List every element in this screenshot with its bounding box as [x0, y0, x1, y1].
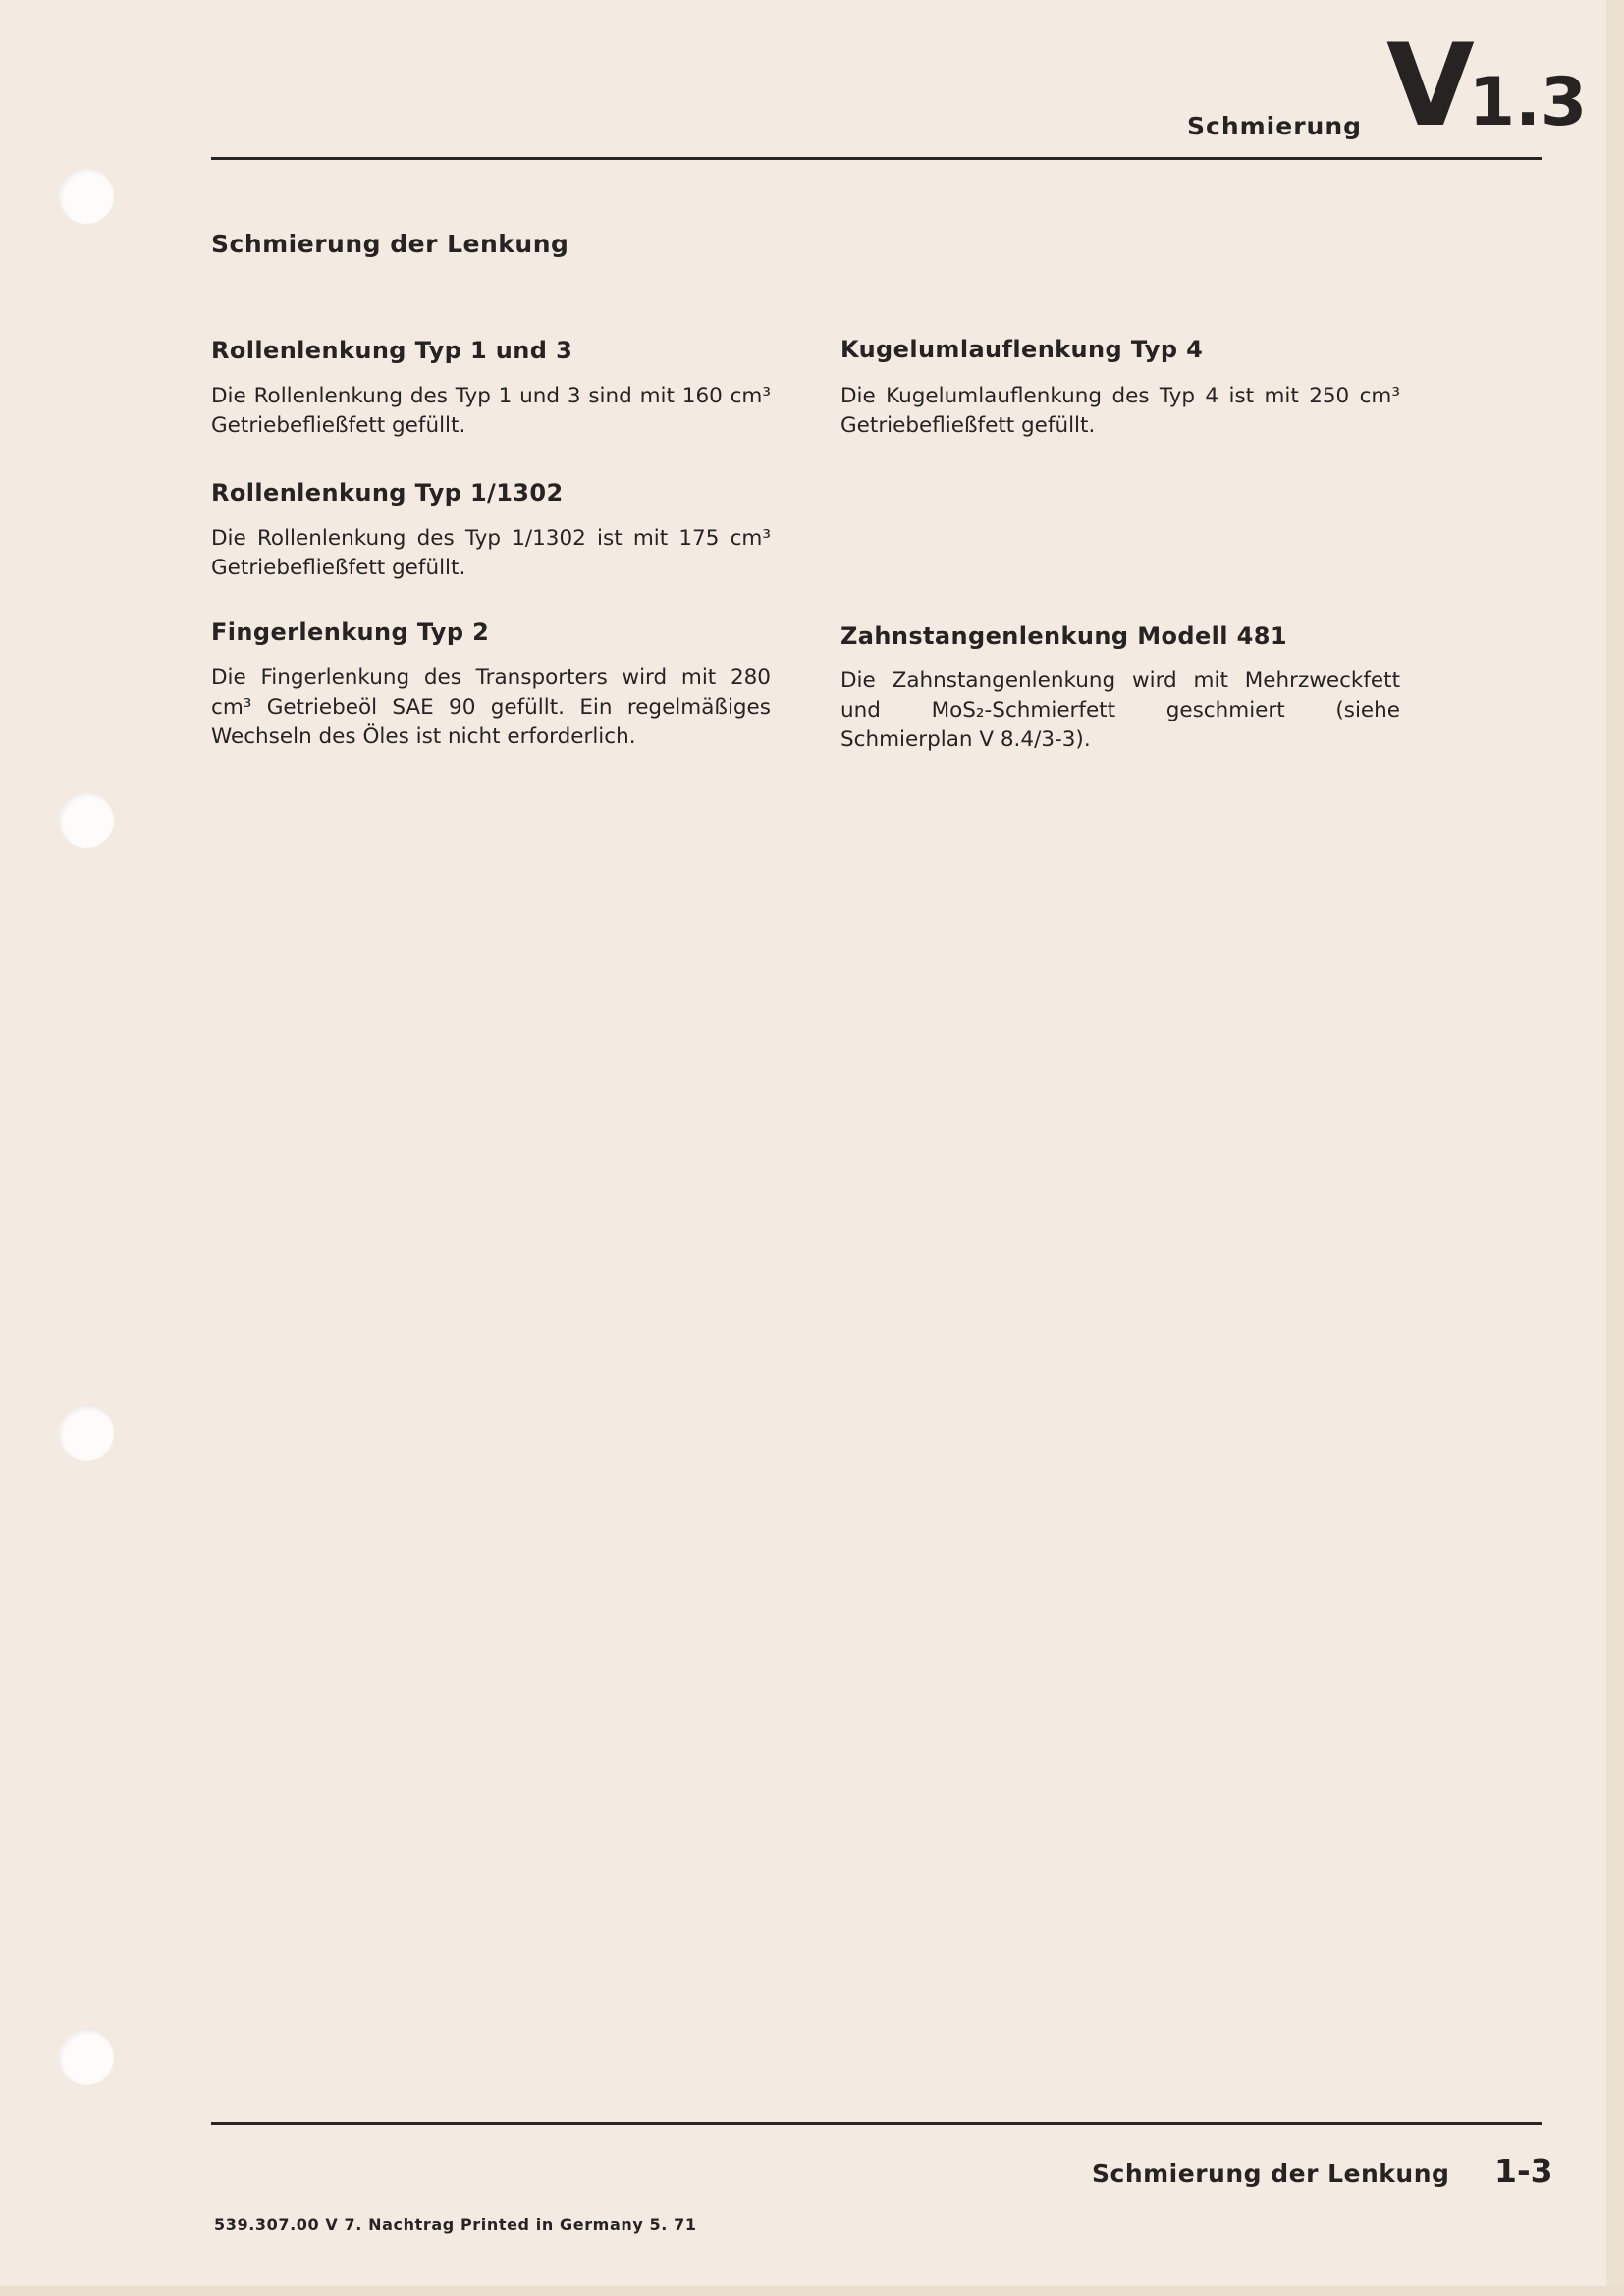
section-mark-letter: V: [1386, 20, 1471, 152]
document-reference: 539.307.00 V 7. Nachtrag Printed in Germany 5. 71: [214, 2216, 697, 2234]
paper-edge-right: [1606, 0, 1624, 2296]
punch-hole: [59, 169, 114, 224]
header-section-label: Schmierung: [1187, 112, 1363, 140]
text-zahnstangenlenkung-modell-481: Die Zahnstangenlenkung wird mit Mehrzweckfett und MoS₂-Schmierfett geschmiert (siehe Schmierplan V 8.4/3-3).: [840, 668, 1400, 752]
page-number: 1-3: [1494, 2152, 1553, 2190]
heading-rollenlenkung-typ-1302: Rollenlenkung Typ 1/1302: [211, 479, 564, 507]
text-rollenlenkung-typ-1-3: Die Rollenlenkung des Typ 1 und 3 sind mit 160 cm³ Getriebefließfett gefüllt.: [211, 384, 771, 438]
text-rollenlenkung-typ-1302: Die Rollenlenkung des Typ 1/1302 ist mit 175 cm³ Getriebefließfett gefüllt.: [211, 526, 771, 580]
footer-rule: [211, 2122, 1542, 2125]
text-fingerlenkung-typ-2: Die Fingerlenkung des Transporters wird mit 280 cm³ Getriebeöl SAE 90 gefüllt. Ein regelmäßiges Wechseln des Öles ist nicht erforderlich.: [211, 666, 771, 749]
heading-kugelumlauflenkung-typ-4: Kugelumlauflenkung Typ 4: [840, 336, 1204, 363]
section-mark-number: 1.3: [1468, 64, 1588, 141]
paper-edge-bottom: [0, 2286, 1624, 2296]
heading-zahnstangenlenkung-modell-481: Zahnstangenlenkung Modell 481: [840, 622, 1287, 650]
header-rule: [211, 157, 1542, 160]
punch-hole: [59, 2030, 114, 2085]
punch-hole: [59, 1406, 114, 1461]
punch-hole: [59, 793, 114, 848]
header-section-mark: [1386, 20, 1588, 152]
heading-fingerlenkung-typ-2: Fingerlenkung Typ 2: [211, 618, 490, 646]
page-title: Schmierung der Lenkung: [211, 230, 569, 258]
text-kugelumlauflenkung-typ-4: Die Kugelumlauflenkung des Typ 4 ist mit 250 cm³ Getriebefließfett gefüllt.: [840, 384, 1400, 438]
heading-rollenlenkung-typ-1-3: Rollenlenkung Typ 1 und 3: [211, 337, 573, 364]
footer-title: Schmierung der Lenkung: [1092, 2160, 1450, 2188]
